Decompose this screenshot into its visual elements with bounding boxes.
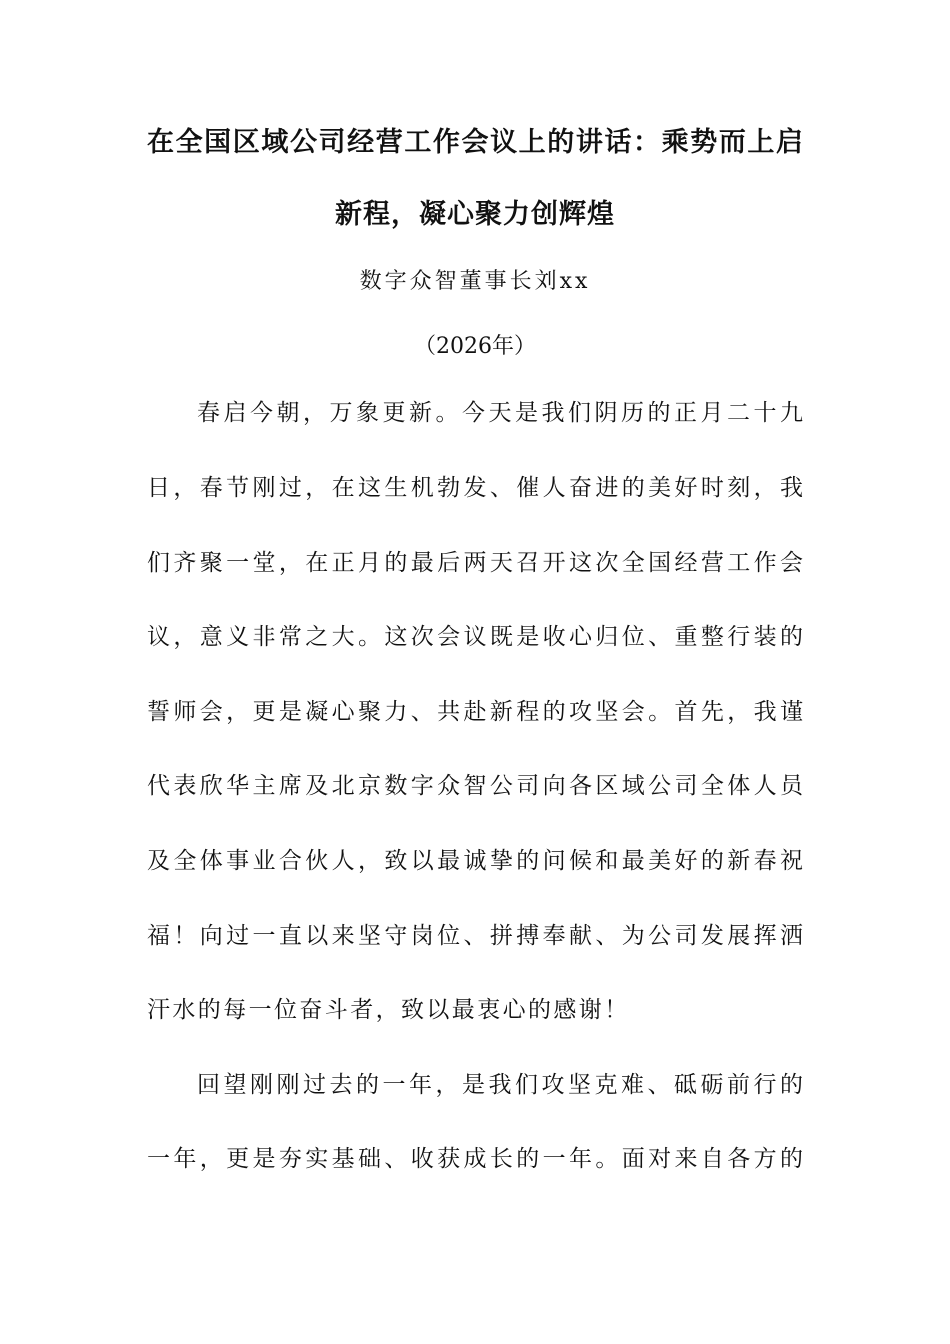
body-line: 代表欣华主席及北京数字众智公司向各区域公司全体人员 <box>147 773 803 799</box>
body-line: 议，意义非常之大。这次会议既是收心归位、重整行装的 <box>147 624 803 650</box>
body-line: 日，春节刚过，在这生机勃发、催人奋进的美好时刻，我 <box>147 475 803 501</box>
body-line: 春启今朝，万象更新。今天是我们阴历的正月二十九 <box>197 400 803 426</box>
title-line-1: 在全国区域公司经营工作会议上的讲话：乘势而上启 <box>147 127 803 158</box>
body-line: 回望刚刚过去的一年，是我们攻坚克难、砥砺前行的 <box>197 1072 803 1098</box>
author-line: 数字众智董事长刘xx <box>359 269 591 294</box>
body-line: 誓师会，更是凝心聚力、共赴新程的攻坚会。首先，我谨 <box>147 699 803 725</box>
body-line: 一年，更是夯实基础、收获成长的一年。面对来自各方的 <box>147 1146 803 1172</box>
body-line: 汗水的每一位奋斗者，致以最衷心的感谢！ <box>147 997 630 1023</box>
body-line: 及全体事业合伙人，致以最诚挚的问候和最美好的新春祝 <box>147 848 803 874</box>
body-line: 福！向过一直以来坚守岗位、拼搏奉献、为公司发展挥洒 <box>147 923 803 949</box>
title-line-2: 新程，凝心聚力创辉煌 <box>335 199 615 230</box>
year-line: （2026年） <box>414 334 536 359</box>
body-line: 们齐聚一堂，在正月的最后两天召开这次全国经营工作会 <box>147 550 803 576</box>
